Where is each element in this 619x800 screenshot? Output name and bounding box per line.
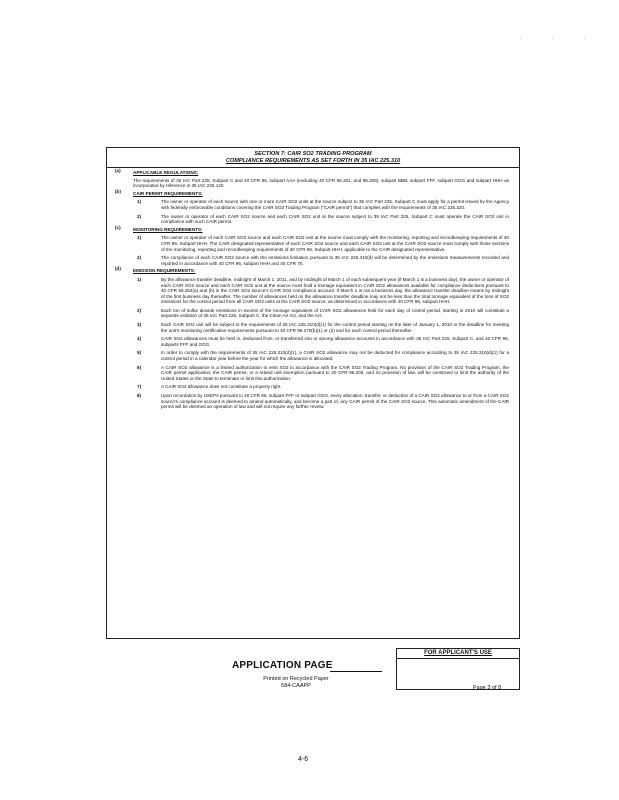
- form-code: 684-CAAPP: [281, 682, 311, 689]
- list-item: [133, 305, 509, 319]
- item-text: By the allowance transfer deadline, midnight of March 1, 2011, and by midnight of March 1 of each subsequent year (if March 1 is a business day), the owner or operator of each CAIR SO2 source and each CAIR SO2 unit at the source must hold a tonnage equivalent in CAIR SO2 allowances available for compliance deductions pursuant to 40 CFR 96.254(a) and (b) in the CAIR SO2 source's CAIR SO2 compliance account. If March 1 is not a business day, the allowance transfer deadline means by midnight of the first business day thereafter. The number of allowances held on the allowance transfer deadline may not be less than the total tonnage equivalent of the tons of SO2 emissions for the control period from all CAIR SO2 units at the CAIR SO2 source, as determined in accordance with 40 CFR 96, subpart HHH.: [161, 276, 509, 305]
- application-page-blank[interactable]: [330, 671, 382, 672]
- list-item: [133, 211, 509, 225]
- list-item: [133, 232, 509, 252]
- section-header: [107, 148, 519, 168]
- item-number: 1): [137, 235, 142, 241]
- sections-container: [107, 168, 519, 410]
- section-title: SECTION 7: CAIR SO2 TRADING PROGRAM: [254, 151, 372, 157]
- section-label: (c): [115, 224, 121, 230]
- section: [107, 189, 519, 225]
- item-text: Each CAIR SO2 unit will be subject to the requirements of 35 IAC 225.310(d)(1) for the control period starting on the later of January 1, 2010 or the deadline for meeting the unit's monitoring certification requirements pursuant to 40 CFR 96.270(b)(1) or (2) and for each control period thereafter.: [161, 322, 509, 333]
- item-number: 2): [137, 213, 142, 219]
- section: [107, 266, 519, 409]
- item-text: A CAIR SO2 allowance is a limited authorization to emit SO2 in accordance with the CAIR SO2 Trading Program. No provision of the CAIR SO2 Trading Program, the CAIR permit application, the CAIR permit, or a retired unit exemption pursuant to 40 CFR 96.205, and no provision of law, will be construed to limit the authority of the United States or the State to terminate or limit this authorization.: [161, 364, 509, 381]
- list-item: [133, 252, 509, 266]
- item-text: A CAIR SO2 allowance does not constitute a property right.: [161, 384, 282, 390]
- item-number: 2): [137, 307, 142, 313]
- section-text: The requirements of 35 IAC Part 225, Subpart C and 40 CFR 96, subpart AAA (excluding 40 CFR 96.201, and 96.206), subpart BBB, subpart FFF, subpart GGG and subpart HHH as incorporated by reference in 35 IAC 225.140.: [133, 177, 509, 189]
- item-text: The owner or operator of each CAIR SO2 source and each CAIR SO2 unit at the source must comply with the monitoring, reporting and recordkeeping requirements of 40 CFR 96, Subpart HHH. The CAIR designated representative of each CAIR SO2 source and each CAIR SO2 unit at the CAIR SO2 source must comply with those sections of the monitoring, reporting and recordkeeping requirements of 40 CFR 96, Subpart HHH, applicable to the CAIR designated representative.: [161, 235, 509, 252]
- item-number: 2): [137, 255, 142, 261]
- item-number: 4): [137, 336, 142, 342]
- section-box: [106, 147, 520, 639]
- applicants-use-box[interactable]: [396, 648, 520, 690]
- section-label: (d): [115, 266, 121, 272]
- list-item: [133, 319, 509, 333]
- section: [107, 168, 519, 189]
- page-number: 4-6: [298, 756, 309, 763]
- application-page-label: APPLICATION PAGE: [232, 660, 333, 671]
- scan-specks: · · ·: [520, 36, 600, 42]
- printed-on-text: Printed on Recycled Paper: [263, 676, 329, 682]
- section-heading: APPLICABLE REGULATIONS:: [133, 170, 199, 175]
- list-item: [133, 333, 509, 347]
- section-subtitle: COMPLIANCE REQUIREMENTS AS SET FORTH IN 35 IAC 225.310: [225, 158, 401, 164]
- item-text: CAIR SO2 allowances must be held in, deducted from, or transferred into or among allowance accounts in accordance with 35 IAC Part 225, Subpart C, and 40 CFR 96, subparts FFF and GGG.: [161, 336, 509, 347]
- item-number: 6): [137, 364, 142, 370]
- list-item: [133, 347, 509, 361]
- section: [107, 225, 519, 267]
- printed-info: [256, 676, 336, 689]
- list-item: [133, 196, 509, 210]
- item-number: 7): [137, 384, 142, 390]
- item-text: The compliance of each CAIR SO2 source with the emissions limitation pursuant to 35 IAC 225.310(d) will be determined by the emissions measurements recorded and reported in accordance with 40 CFR 96, subpart HHH and 40 CFR 75.: [161, 255, 509, 266]
- list-item: [133, 362, 509, 382]
- section-label: (b): [115, 188, 121, 194]
- section-heading: MONITORING REQUIREMENTS:: [133, 226, 203, 232]
- item-number: 3): [137, 322, 142, 328]
- item-number: 8): [137, 393, 142, 398]
- item-text: The owner or operator of each CAIR SO2 source and each CAIR SO2 unit at the source subject to 35 IAC Part 225, Subpart C must operate the CAIR SO2 unit in compliance with such CAIR permit.: [161, 213, 509, 225]
- item-text: In order to comply with the requirements of 35 IAC 225.310(d)(1), a CAIR SO2 allowance may not be deducted for compliance according to 35 IAC 225.310(d)(1) for a control period in a calendar year before the year for which the allowance is allocated.: [161, 350, 509, 362]
- list-item: [133, 274, 509, 305]
- item-number: 1): [137, 199, 142, 205]
- section-label: (a): [115, 168, 121, 173]
- item-text: The owner or operator of each source with one or more CAIR SO2 units at the source subject to 35 IAC Part 225, Subpart C must apply for a permit issued by the Agency with federally enforceable conditions covering the CAIR SO2 Trading Program ("CAIR permit") that complies with the requirements of 35 IAC 225.320.: [161, 199, 509, 210]
- section-heading: CAIR PERMIT REQUIREMENTS:: [133, 190, 203, 196]
- item-text: Each ton of sulfur dioxide emissions in excess of the tonnage equivalent of CAIR SO2 allowances held for each day of control period, starting in 2010 will constitute a separate violation of 35 IAC Part 225, Subpart C, the Clean Air Act, and the Act.: [161, 307, 509, 319]
- list-item: [133, 390, 509, 410]
- item-text: Upon recordation by USEPA pursuant to 40 CFR 96, subpart FFF or subpart GGG, every allocation, transfer, or deduction of a CAIR SO2 allowance to or from a CAIR SO2 source's compliance account is deemed to amend automatically, and become a part of, any CAIR permit of the CAIR SO2 source. This automatic amendment of the CAIR permit will be deemed an operation of law and will not require any further review.: [161, 393, 509, 410]
- applicants-use-label: FOR APPLICANT'S USE: [397, 649, 519, 659]
- item-number: 5): [137, 350, 142, 356]
- page-of: Page 3 of 8: [473, 685, 502, 691]
- section-heading: EMISSION REQUIREMENTS:: [133, 268, 196, 274]
- item-number: 1): [137, 276, 142, 282]
- list-item: [133, 381, 509, 390]
